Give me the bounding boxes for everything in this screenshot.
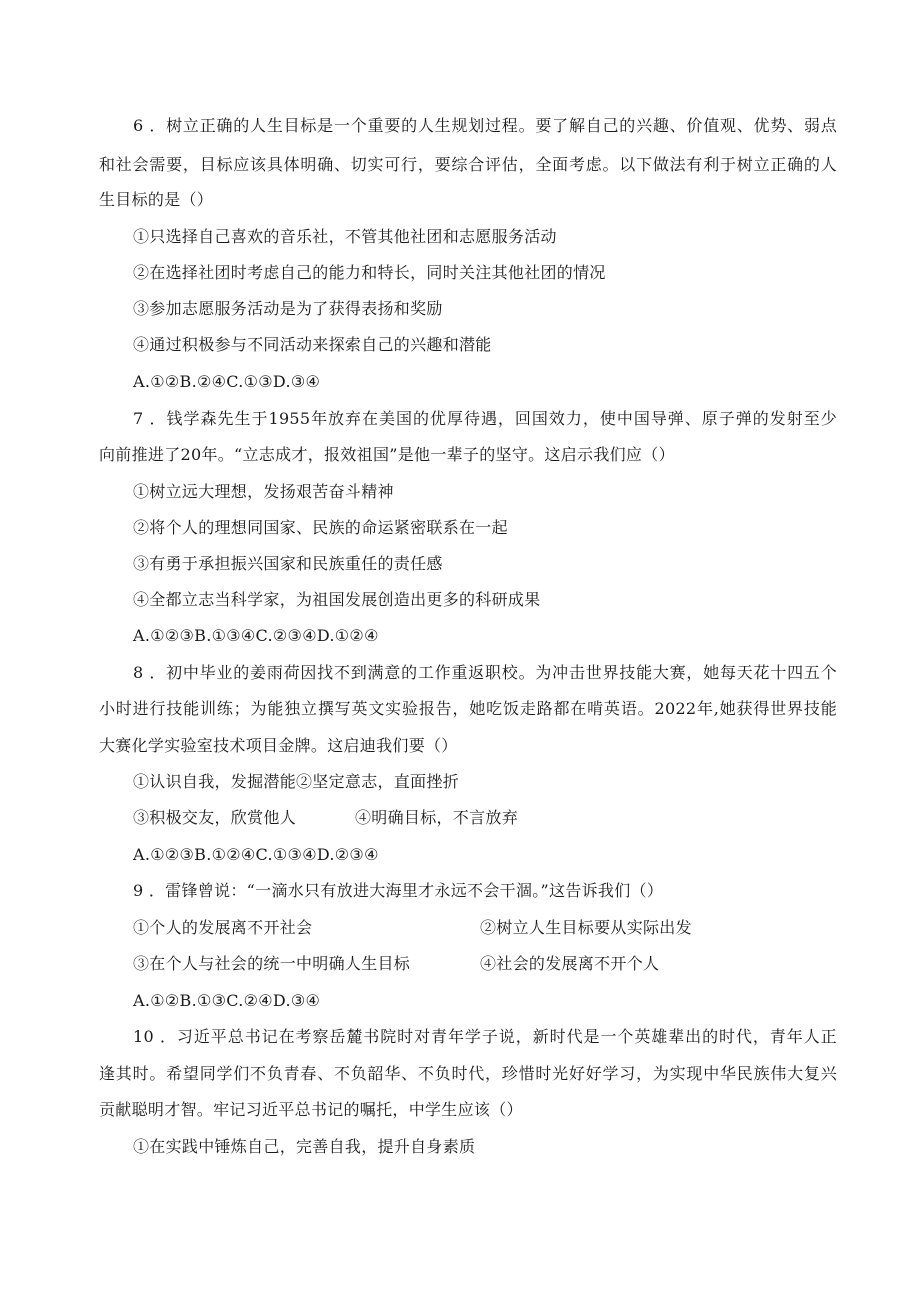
q6-options: A.①②B.②④C.①③D.③④ xyxy=(133,372,321,391)
q6-item-2: ②在选择社团时考虑自己的能力和特长，同时关注其他社团的情况 xyxy=(133,263,606,282)
q7-options: A.①②③B.①③④C.②③④D.①②④ xyxy=(133,626,379,645)
q8-stem-line-3: 大赛化学实验室技术项目金牌。这启迪我们要（） xyxy=(99,736,458,755)
q8-item-4: ④明确目标，不言放弃 xyxy=(355,808,519,827)
q10-stem-line-1: 10 ．习近平总书记在考察岳麓书院时对青年学子说，新时代是一个英雄辈出的时代，青年人正 xyxy=(133,1027,837,1046)
q8-options: A.①②③B.①②④C.①③④D.②③④ xyxy=(133,845,379,864)
q7-item-2: ②将个人的理想同国家、民族的命运紧密联系在一起 xyxy=(133,518,508,537)
q9-item-3: ③在个人与社会的统一中明确人生目标 xyxy=(133,954,411,973)
q9-item-4: ④社会的发展离不开个人 xyxy=(480,954,660,973)
q9-options: A.①②B.①③C.②④D.③④ xyxy=(133,991,321,1010)
q9-stem-line-1: 9 ．雷锋曾说：“一滴水只有放进大海里才永远不会干涸。”这告诉我们（） xyxy=(133,881,664,900)
q6-stem-line-2: 和社会需要，目标应该具体明确、切实可行，要综合评估，全面考虑。以下做法有利于树立正确的人 xyxy=(99,155,837,174)
q6-item-1: ①只选择自己喜欢的音乐社，不管其他社团和志愿服务活动 xyxy=(133,227,557,246)
q7-stem-line-2: 向前推进了20年。“立志成才，报效祖国”是他一辈子的坚守。这启示我们应（） xyxy=(99,445,675,464)
q7-item-4: ④全都立志当科学家，为祖国发展创造出更多的科研成果 xyxy=(133,590,541,609)
q8-item-3: ③积极交友，欣赏他人 xyxy=(133,808,297,827)
q6-item-4: ④通过积极参与不同活动来探索自己的兴趣和潜能 xyxy=(133,335,492,354)
q8-stem-line-1: 8 ．初中毕业的姜雨荷因找不到满意的工作重返职校。为冲击世界技能大赛，她每天花十四五个 xyxy=(133,663,837,682)
q10-stem-line-2: 逢其时。希望同学们不负青春、不负韶华、不负时代，珍惜时光好好学习，为实现中华民族伟大复兴 xyxy=(99,1064,837,1083)
q7-item-1: ①树立远大理想，发扬艰苦奋斗精神 xyxy=(133,482,394,501)
q10-stem-line-3: 贡献聪明才智。牢记习近平总书记的嘱托，中学生应该（） xyxy=(99,1100,523,1119)
q9-item-2: ②树立人生目标要从实际出发 xyxy=(480,918,692,937)
q6-stem-line-3: 生目标的是（） xyxy=(99,190,214,209)
q10-item-1: ①在实践中锤炼自己，完善自我，提升自身素质 xyxy=(133,1137,476,1156)
q6-stem-line-1: 6 ．树立正确的人生目标是一个重要的人生规划过程。要了解自己的兴趣、价值观、优势、弱点 xyxy=(133,116,837,135)
q7-stem-line-1: 7 ．钱学森先生于1955年放弃在美国的优厚待遇，回国效力，使中国导弹、原子弹的发射至少 xyxy=(133,409,837,428)
q6-item-3: ③参加志愿服务活动是为了获得表扬和奖励 xyxy=(133,299,443,318)
q9-item-1: ①个人的发展离不开社会 xyxy=(133,918,313,937)
q8-items-row-1: ①认识自我，发掘潜能②坚定意志，直面挫折 xyxy=(133,772,460,791)
q8-stem-line-2: 小时进行技能训练；为能独立撰写英文实验报告，她吃饭走路都在啃英语。2022年,她获得世界技能 xyxy=(99,699,837,718)
q7-item-3: ③有勇于承担振兴国家和民族重任的责任感 xyxy=(133,554,443,573)
